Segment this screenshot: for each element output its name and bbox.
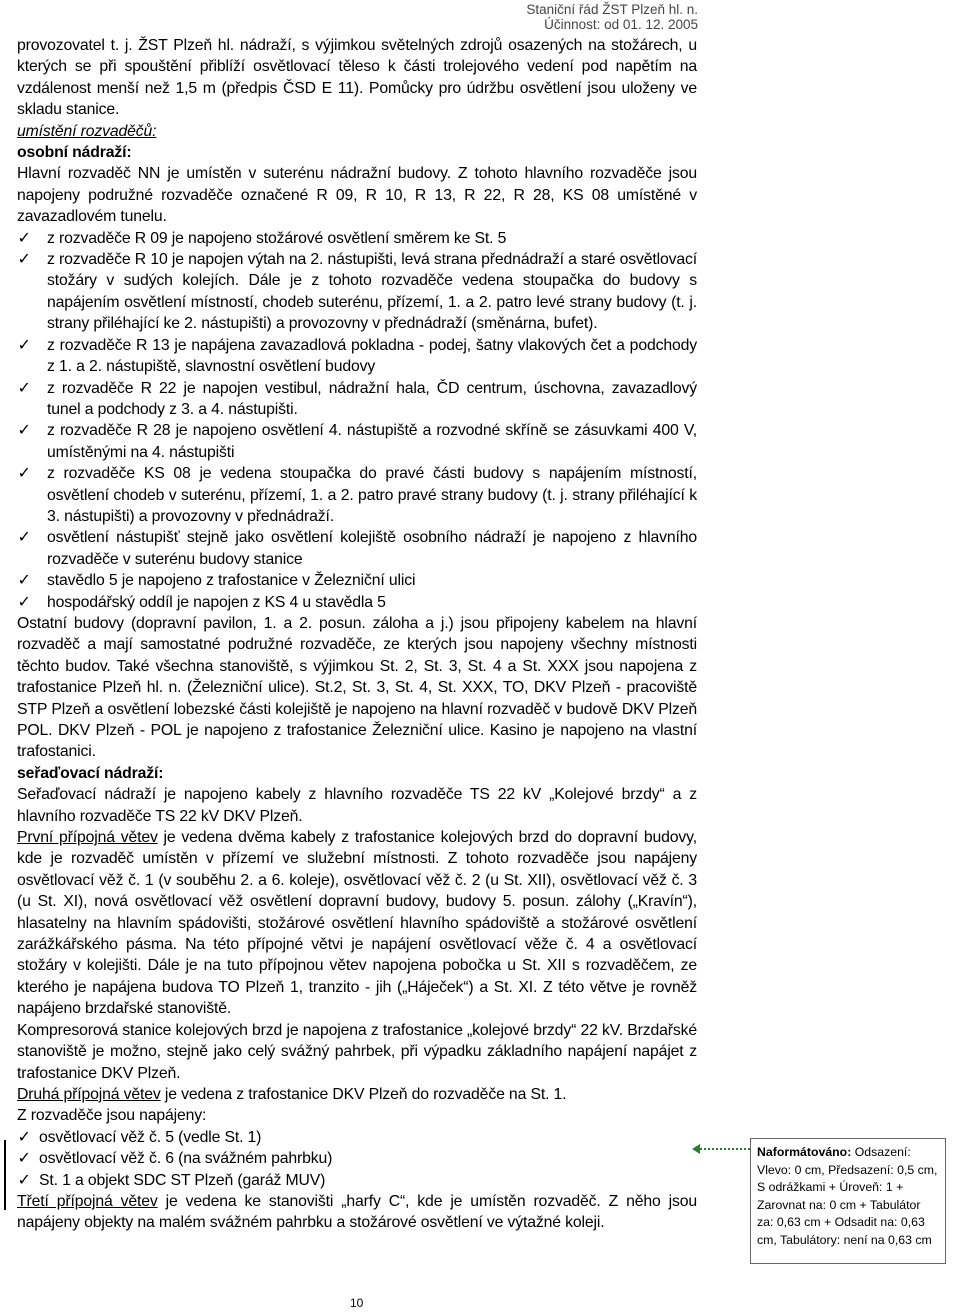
checklist-item: ✓ z rozvaděče R 22 je napojen vestibul, nádražní hala, ČD centrum, úschovna, zavazadlový tunel a podchody z 3. a 4. nástupišti. — [17, 379, 697, 418]
check-icon: ✓ — [17, 529, 31, 547]
check-icon: ✓ — [17, 465, 31, 483]
label-treti-vetev: Třetí přípojná větev — [17, 1192, 158, 1210]
header-effective-date: Účinnost: od 01. 12. 2005 — [544, 17, 698, 32]
check-icon: ✓ — [17, 593, 31, 611]
check-icon: ✓ — [17, 336, 31, 354]
comment-text: Odsazení: Vlevo: 0 cm, Předsazení: 0,5 cm, S odrážkami + Úroveň: 1 + Zarovnat na: 0 cm + Tabulátor za: 0,63 cm + Odsadit na: 0,63 cm, Tabulátory: není na 0,63 cm — [757, 1145, 938, 1247]
arrow-left-icon — [692, 1144, 700, 1154]
check-icon: ✓ — [17, 379, 31, 397]
paragraph-kompresor: Kompresorová stanice kolejových brzd je napojena z trafostanice „kolejové brzdy“ 22 kV. Brzdařské stanoviště je možno, stejně jako celý svážný pahrbek, při výpadku základního napájení napájet z trafostanice DKV Plzeň. — [17, 1021, 697, 1082]
document-body — [17, 35, 697, 1234]
page-header — [526, 2, 698, 32]
page-number: 10 — [350, 1296, 364, 1310]
checklist-st1 — [17, 1127, 697, 1191]
paragraph-treti: Třetí přípojná větev je vedena ke stanovišti „harfy C“, kde je umístěn rozvaděč. Z něho jsou napájeny objekty na malém svážném pahrbku a stožárové osvětlení ve výtažné koleji. — [17, 1192, 697, 1232]
check-icon: ✓ — [17, 1171, 31, 1189]
checklist-item: ✓ hospodářský oddíl je napojen z KS 4 u stavědla 5 — [17, 592, 697, 613]
comment-label: Naformátováno: — [757, 1145, 852, 1159]
change-bar — [4, 1140, 6, 1210]
check-icon: ✓ — [17, 1128, 31, 1146]
checklist-item: ✓ z rozvaděče R 13 je napájena zavazadlová pokladna - podej, šatny vlakových čet a podchody z 1. a 2. nástupiště, slavnostní osvětlení budovy — [17, 336, 697, 376]
checklist-item: ✓ St. 1 a objekt SDC ST Plzeň (garáž MUV) — [17, 1170, 697, 1191]
label-druha-vetev: Druhá přípojná větev — [17, 1085, 161, 1103]
checklist-item: ✓ stavědlo 5 je napojeno z trafostanice v Železniční ulici — [17, 570, 697, 591]
check-icon: ✓ — [17, 251, 31, 269]
comment-connector — [696, 1148, 750, 1150]
paragraph-druha: Druhá přípojná větev je vedena z trafostanice DKV Plzeň do rozvaděče na St. 1. — [17, 1085, 567, 1103]
checklist-item: ✓ osvětlovací věž č. 6 (na svážném pahrbku) — [17, 1148, 697, 1169]
paragraph-ostatni: Ostatní budovy (dopravní pavilon, 1. a 2. posun. záloha a j.) jsou připojeny kabelem na hlavní rozvaděč a mají samostatné podružné rozvaděče, ze kterých jsou napojeny všechny místnosti těchto budov. Také všechna stanoviště, s výjimkou St. 2, St. 3, St. 4 a St. XXX jsou napojena z trafostanice Plzeň hl. n. (Železniční ulice). St.2, St. 3, St. 4, St. XXX, TO, DKV Plzeň - pracoviště STP Plzeň a osvětlení lobezské části kolejiště je napojeno na hlavní rozvaděč v budově DKV Plzeň POL. DKV Plzeň - POL je napojeno z trafostanice Železniční ulice. Kasino je napojeno na vlastní trafostanici. — [17, 614, 697, 761]
check-icon: ✓ — [17, 422, 31, 440]
heading-seradovaci: seřaďovací nádraží: — [17, 764, 164, 782]
paragraph-hlavni: Hlavní rozvaděč NN je umístěn v suterénu nádražní budovy. Z tohoto hlavního rozvaděče jsou napojeny podružné rozvaděče označené R 09, R 10, R 13, R 22, R 28, KS 08 umístěné v zavazadlovém tunelu. — [17, 165, 697, 226]
checklist-item: ✓ z rozvaděče R 10 je napojen výtah na 2. nástupišti, levá strana přednádraží a staré osvětlovací stožáry v sudých kolejích. Dále je z tohoto rozvaděče vedena stoupačka do budovy s napájením osvětlení místností, chodeb suterénu, přízemí, 1. a 2. patro levé strany budovy (t. j. strany přiléhající ke 2. nástupišti) a provozovny v přednádraží (směnárna, bufet). — [17, 251, 697, 333]
header-title: Staniční řád ŽST Plzeň hl. n. — [526, 2, 698, 17]
checklist-item: ✓ z rozvaděče R 09 je napojeno stožárové osvětlení směrem ke St. 5 — [17, 228, 697, 249]
label-prvni-vetev: První přípojná větev — [17, 829, 158, 847]
heading-umisteni: umístění rozvaděčů: — [17, 122, 157, 140]
checklist-item: ✓ osvětlení nástupišť stejně jako osvětlení kolejiště osobního nádraží je napojeno z hlavního rozvaděče v suterénu budovy stanice — [17, 529, 697, 568]
checklist-item: ✓ z rozvaděče R 28 je napojeno osvětlení 4. nástupiště a rozvodné skříně se zásuvkami 400 V, umístěnými na 4. nástupišti — [17, 422, 697, 461]
paragraph-zrozvadece: Z rozvaděče jsou napájeny: — [17, 1107, 207, 1125]
paragraph-intro: provozovatel t. j. ŽST Plzeň hl. nádraží, s výjimkou světelných zdrojů osazených na stožárech, u kterých se při spouštění přiblíží osvětlovací těleso k části trolejového vedení pod napětím na vzdálenost menší než 1,5 m (předpis ČSD E 11). Pomůcky pro údržbu osvětlení jsou uloženy ve skladu stanice. — [17, 37, 697, 119]
format-comment-balloon[interactable] — [750, 1138, 946, 1264]
checklist-item: ✓ z rozvaděče KS 08 je vedena stoupačka do pravé části budovy s napájením místností, osvětlení chodeb v suterénu, přízemí, 1. a 2. patro pravé strany budovy (t. j. strany přiléhající k 3. nástupišti) a provozovny v přednádraží. — [17, 465, 697, 525]
check-icon: ✓ — [17, 1150, 31, 1168]
paragraph-prvni: První přípojná větev je vedena dvěma kabely z trafostanice kolejových brzd do dopravní budovy, kde je rozvaděč umístěn v přízemí ve služební místnosti. Z tohoto rozvaděče jsou napájeny osvětlovací věž č. 1 (v souběhu 2. a 6. koleje), osvětlovací věž č. 2 (u St. XII), osvětlovací věž č. 3 (u St. XI), nová osvětlovací věž osvětlení dopravní budovy, budovy 5. posun. zálohy („Kravín“), hlasatelny na hlavním spádovišti, stožárové osvětlení hlavního spádoviště a stožárové osvětlení zarážkářského pásma. Na této přípojné větvi je napájení osvětlovací věže č. 4 a osvětlovací stožáry v kolejišti. Dále je na tuto přípojnou větev napojena pobočka u St. XII s rozvaděčem, ze kterého je napájena budova TO Plzeň 1, tranzito - jih („Háječek“) a St. XI. Z této větve je rovněž napájeno brzdařské stanoviště. — [17, 829, 697, 1018]
check-icon: ✓ — [17, 229, 31, 247]
checklist-osobni — [17, 228, 697, 613]
check-icon: ✓ — [17, 572, 31, 590]
checklist-item: ✓ osvětlovací věž č. 5 (vedle St. 1) — [17, 1127, 697, 1148]
heading-osobni: osobní nádraží: — [17, 144, 132, 162]
paragraph-seradovaci: Seřaďovací nádraží je napojeno kabely z hlavního rozvaděče TS 22 kV „Kolejové brzdy“ a z hlavního rozvaděče TS 22 kV DKV Plzeň. — [17, 786, 697, 825]
